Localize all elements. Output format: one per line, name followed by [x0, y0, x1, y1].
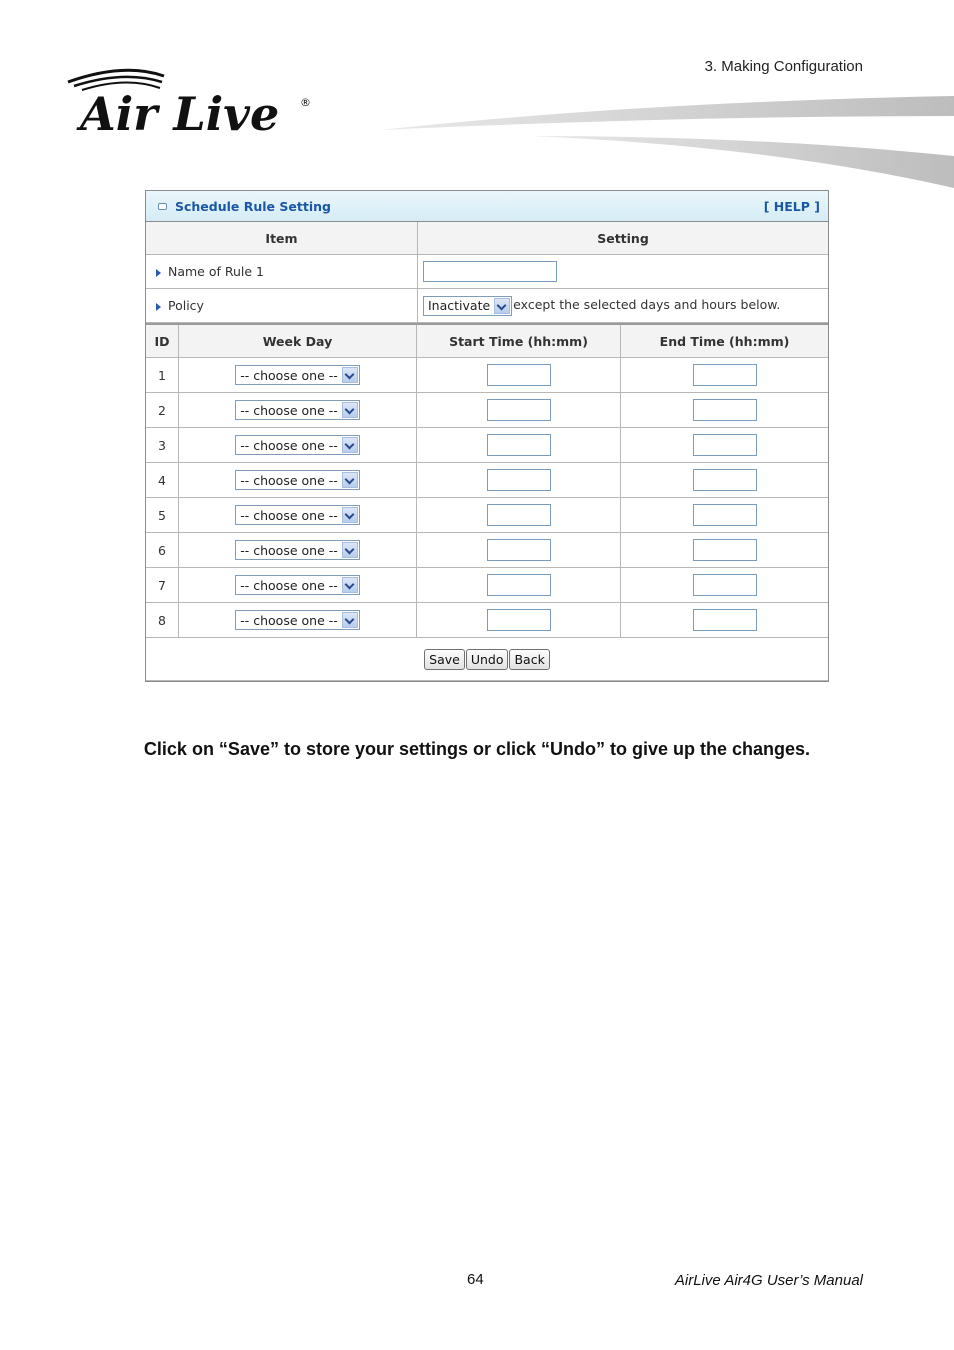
- row-id: 7: [146, 568, 179, 603]
- schedule-row: [146, 463, 828, 498]
- row-id: 4: [146, 463, 179, 498]
- chevron-down-icon[interactable]: [342, 472, 358, 488]
- schedule-row: [146, 358, 828, 393]
- chevron-down-icon[interactable]: [342, 612, 358, 628]
- policy-label: Policy: [168, 298, 204, 313]
- panel-title: Schedule Rule Setting: [175, 198, 331, 214]
- start-time-input[interactable]: [487, 469, 551, 491]
- weekday-select[interactable]: [235, 470, 360, 490]
- name-of-rule-label: Name of Rule 1: [168, 264, 265, 279]
- back-button[interactable]: Back: [509, 649, 549, 670]
- chevron-down-icon[interactable]: [342, 367, 358, 383]
- weekday-select[interactable]: [235, 540, 360, 560]
- panel-bullet-icon: [158, 203, 167, 210]
- row-id: 8: [146, 603, 179, 638]
- arrow-right-icon: [156, 303, 161, 311]
- end-time-input[interactable]: [693, 539, 757, 561]
- chevron-down-icon[interactable]: [494, 298, 510, 314]
- chevron-down-icon[interactable]: [342, 577, 358, 593]
- schedule-row: [146, 393, 828, 428]
- end-time-input[interactable]: [693, 609, 757, 631]
- weekday-column-header: Week Day: [179, 324, 417, 358]
- row-id: 6: [146, 533, 179, 568]
- weekday-select[interactable]: [235, 610, 360, 630]
- logo-text: Air Live: [80, 87, 280, 138]
- schedule-row: [146, 568, 828, 603]
- chapter-title: 3. Making Configuration: [704, 58, 863, 75]
- name-of-rule-label-cell: [146, 255, 418, 289]
- end-time-input[interactable]: [693, 504, 757, 526]
- start-time-input[interactable]: [487, 399, 551, 421]
- policy-selected-value: Inactivate: [428, 298, 491, 313]
- end-time-input[interactable]: [693, 364, 757, 386]
- id-column-header: ID: [146, 324, 179, 358]
- header-swoosh-graphic: [380, 92, 954, 192]
- start-time-input[interactable]: [487, 539, 551, 561]
- weekday-selected-value: -- choose one --: [240, 542, 338, 558]
- start-time-input[interactable]: [487, 609, 551, 631]
- help-link[interactable]: [ HELP ]: [763, 198, 820, 214]
- schedule-row: [146, 498, 828, 533]
- row-id: 1: [146, 358, 179, 393]
- end-time-input[interactable]: [693, 399, 757, 421]
- start-time-column-header: Start Time (hh:mm): [417, 324, 621, 358]
- weekday-selected-value: -- choose one --: [240, 367, 338, 383]
- start-time-input[interactable]: [487, 504, 551, 526]
- registered-mark: ®: [300, 96, 311, 109]
- row-id: 2: [146, 393, 179, 428]
- rule-item-table: [146, 222, 828, 323]
- schedule-grid-table: [146, 323, 828, 681]
- weekday-select[interactable]: [235, 400, 360, 420]
- start-time-input[interactable]: [487, 574, 551, 596]
- airlive-logo: [64, 64, 314, 138]
- weekday-selected-value: -- choose one --: [240, 612, 338, 628]
- save-button[interactable]: Save: [424, 649, 465, 670]
- end-time-input[interactable]: [693, 574, 757, 596]
- manual-title: AirLive Air4G User’s Manual: [674, 1272, 863, 1289]
- rule-name-input[interactable]: [423, 261, 557, 282]
- panel-title-bar: [146, 191, 828, 222]
- page-number: 64: [467, 1271, 484, 1288]
- item-column-header: Item: [146, 222, 418, 255]
- schedule-row: [146, 603, 828, 638]
- chevron-down-icon[interactable]: [342, 542, 358, 558]
- weekday-selected-value: -- choose one --: [240, 402, 338, 418]
- chevron-down-icon[interactable]: [342, 402, 358, 418]
- weekday-select[interactable]: [235, 505, 360, 525]
- chevron-down-icon[interactable]: [342, 437, 358, 453]
- end-time-column-header: End Time (hh:mm): [621, 324, 829, 358]
- policy-select[interactable]: [423, 296, 512, 316]
- setting-column-header: Setting: [418, 222, 829, 255]
- schedule-row: [146, 533, 828, 568]
- policy-label-cell: [146, 289, 418, 323]
- start-time-input[interactable]: [487, 364, 551, 386]
- instruction-text: Click on “Save” to store your settings or click “Undo” to give up the changes.: [143, 739, 811, 759]
- policy-note: except the selected days and hours below.: [513, 297, 781, 312]
- weekday-select[interactable]: [235, 435, 360, 455]
- chevron-down-icon[interactable]: [342, 507, 358, 523]
- weekday-selected-value: -- choose one --: [240, 507, 338, 523]
- schedule-row: [146, 428, 828, 463]
- start-time-input[interactable]: [487, 434, 551, 456]
- weekday-select[interactable]: [235, 575, 360, 595]
- weekday-select[interactable]: [235, 365, 360, 385]
- weekday-selected-value: -- choose one --: [240, 472, 338, 488]
- arrow-right-icon: [156, 269, 161, 277]
- end-time-input[interactable]: [693, 434, 757, 456]
- end-time-input[interactable]: [693, 469, 757, 491]
- undo-button[interactable]: Undo: [466, 649, 509, 670]
- row-id: 3: [146, 428, 179, 463]
- weekday-selected-value: -- choose one --: [240, 577, 338, 593]
- weekday-selected-value: -- choose one --: [240, 437, 338, 453]
- row-id: 5: [146, 498, 179, 533]
- schedule-rule-panel: [145, 190, 829, 682]
